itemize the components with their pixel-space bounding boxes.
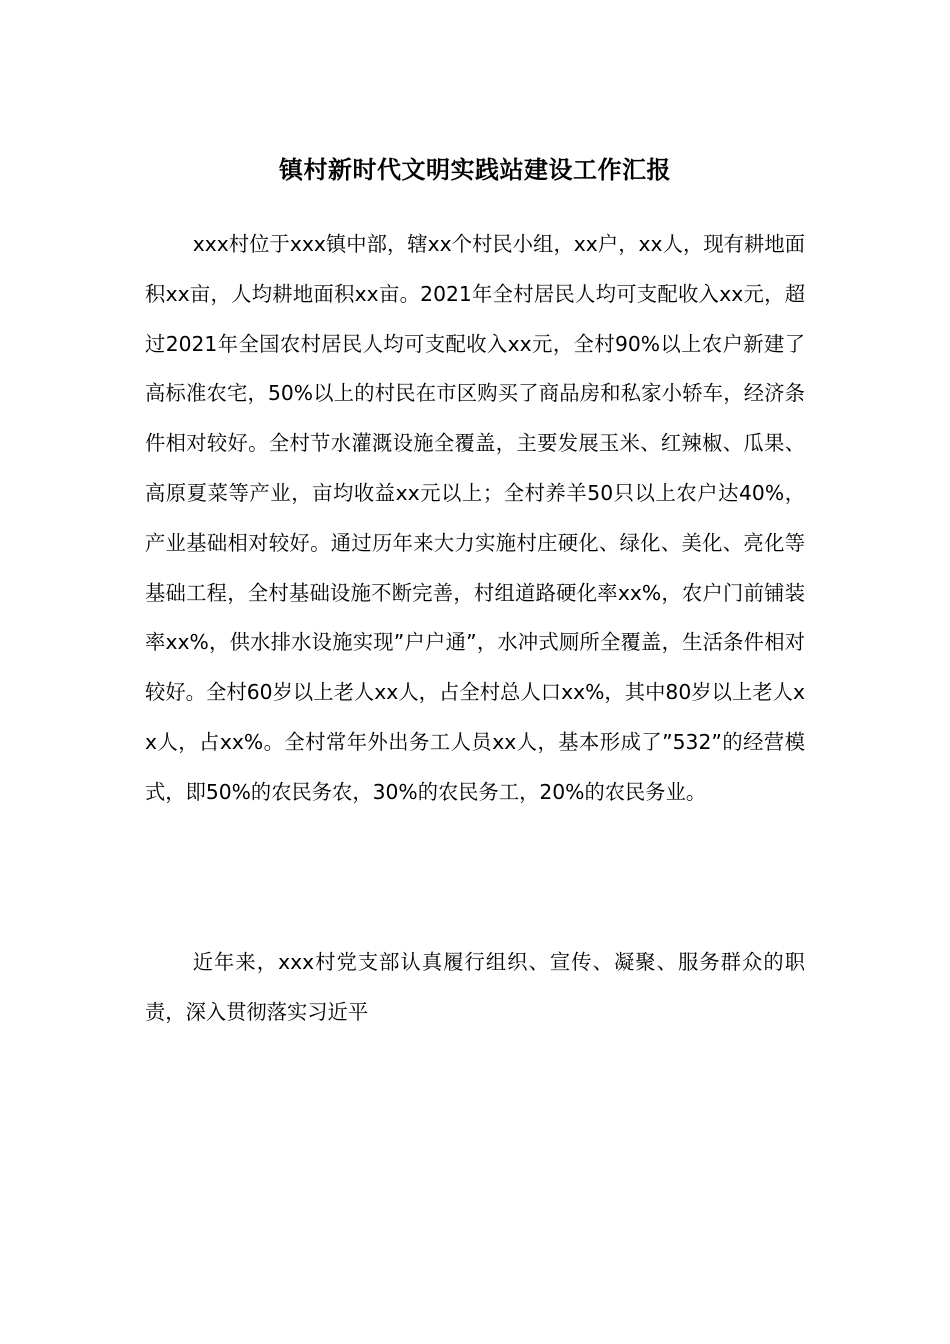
paragraph-party-work: 近年来，xxx村党支部认真履行组织、宣传、凝聚、服务群众的职责，深入贯彻落实习近平 <box>145 950 805 1024</box>
paragraph-village-overview: xxx村位于xxx镇中部，辖xx个村民小组，xx户，xx人，现有耕地面积xx亩，人均耕地面积xx亩。2021年全村居民人均可支配收入xx元，超过2021年全国农村居民人均可支配收入xx元，全村90%以上农户新建了高标准农宅，50%以上的村民在市区购买了商品房和私家小轿车，经济条件相对较好。全村节水灌溉设施全覆盖，主要发展玉米、红辣椒、瓜果、高原夏菜等产业，亩均收益xx元以上；全村养羊50只以上农户达40%，产业基础相对较好。通过历年来大力实施村庄硬化、绿化、美化、亮化等基础工程，全村基础设施不断完善，村组道路硬化率xx%，农户门前铺装率xx%，供水排水设施实现”户户通”，水冲式厕所全覆盖，生活条件相对较好。全村60岁以上老人xx人，占全村总人口xx%，其中80岁以上老人xx人，占xx%。全村常年外出务工人员xx人，基本形成了”532”的经营模式，即50%的农民务农，30%的农民务工，20%的农民务业。 <box>145 232 805 804</box>
document-title: 镇村新时代文明实践站建设工作汇报 <box>279 156 671 184</box>
